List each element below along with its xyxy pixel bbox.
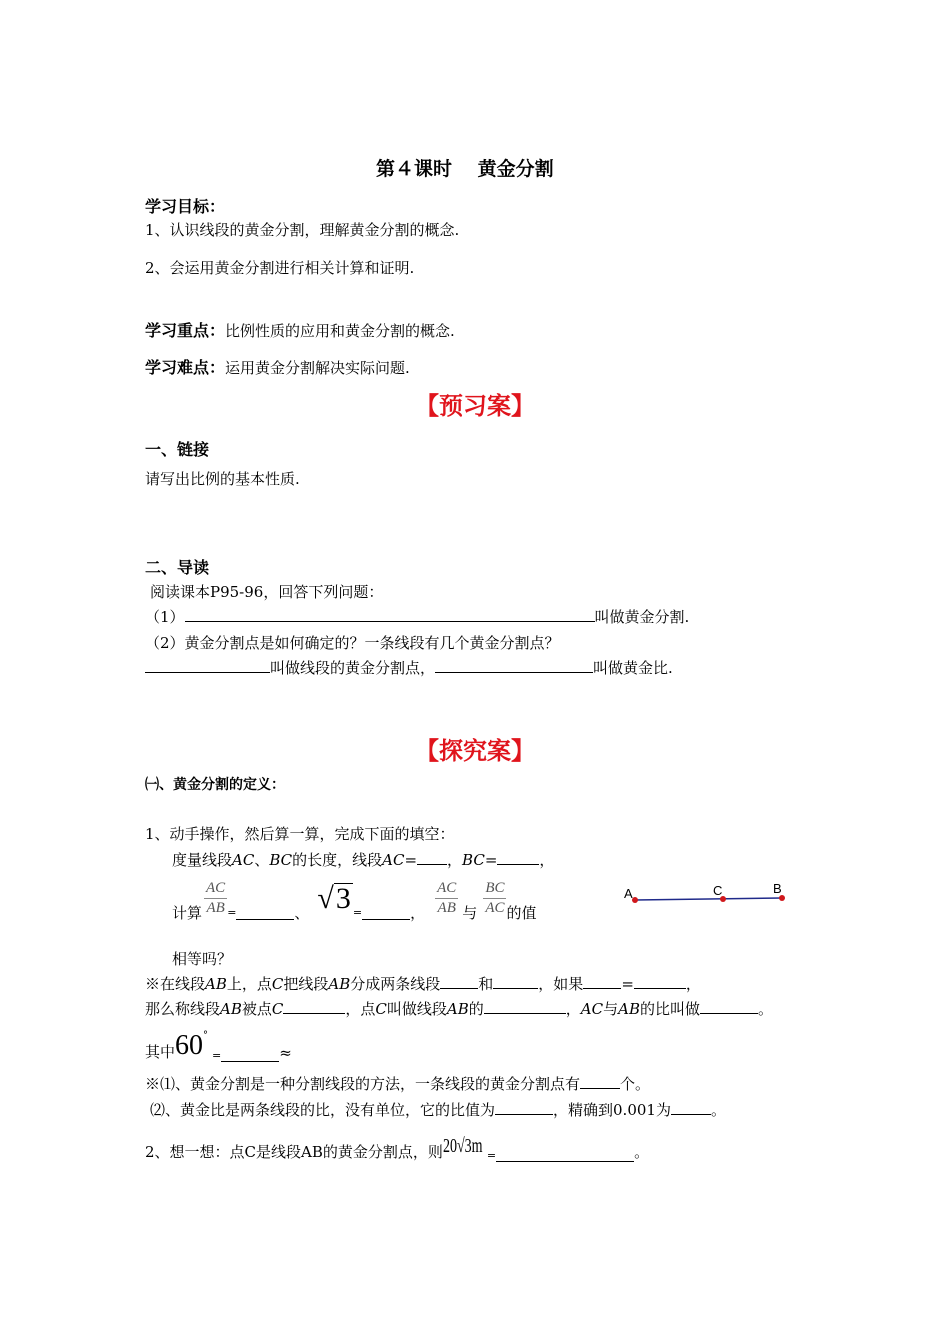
text: 与 xyxy=(462,904,478,922)
guide-intro: 阅读课本P95-96，回答下列问题： xyxy=(150,583,384,601)
difficulty xyxy=(145,355,410,378)
point-a xyxy=(632,897,638,903)
guide-q2-answer xyxy=(145,657,673,678)
text: 割是一种分割线段的方法，一条线段的黄金分割点有 xyxy=(235,1075,581,1093)
answer-blank[interactable] xyxy=(145,658,270,673)
eq: = xyxy=(212,1049,222,1062)
explore-banner: 【探究案】 xyxy=(415,737,535,765)
fraction-ac-ab xyxy=(204,880,227,917)
q2-suffix: 叫做黄金比. xyxy=(593,659,673,677)
answer-blank[interactable] xyxy=(236,905,294,920)
objectives-heading: 学习目标： xyxy=(145,197,226,216)
difficulty-label: 学习难点： xyxy=(145,358,226,377)
answer-blank[interactable] xyxy=(493,974,538,989)
answer-blank[interactable] xyxy=(362,905,410,920)
text: ，点 xyxy=(345,1000,376,1018)
text: 、 xyxy=(254,851,270,869)
answer-blank[interactable] xyxy=(221,1047,279,1062)
preview-banner: 【预习案】 xyxy=(415,392,535,420)
text: ， xyxy=(447,851,463,869)
frac-den: AC xyxy=(485,900,505,916)
calc-label: 计算 xyxy=(172,904,203,922)
key-point-text: 比例性质的应用和黄金分割的概念. xyxy=(225,322,455,340)
objective-item: 2、会运用黄金分割进行相关计算和证明. xyxy=(145,259,415,277)
objective-item: 1、认识线段的黄金分割，理解黄金分割的概念. xyxy=(145,221,460,239)
q1-prefix: （1） xyxy=(145,608,185,626)
text: 和 xyxy=(478,975,494,993)
answer-blank[interactable] xyxy=(497,850,539,865)
frac-den: AB xyxy=(206,900,225,916)
expression: 20√3m xyxy=(442,1135,483,1157)
text: 。 xyxy=(634,1143,650,1161)
page-title: 第４课时 黄金分割 xyxy=(376,158,554,180)
section-link-text: 请写出比例的基本性质. xyxy=(145,470,300,488)
task2-line xyxy=(145,1135,649,1162)
text: 把线段 xyxy=(283,975,329,993)
var-ab: AB xyxy=(618,1000,640,1018)
var-ac: AC xyxy=(580,1000,604,1018)
label-a: A xyxy=(624,886,633,901)
text: 分成两条线段 xyxy=(350,975,441,993)
definition-line2 xyxy=(145,998,773,1019)
frac-num: BC xyxy=(483,880,506,899)
var-bc: BC xyxy=(269,851,293,869)
q1-suffix: 叫做黄金分割. xyxy=(594,608,690,626)
text: ，精确到0.001为 xyxy=(553,1101,671,1119)
text: 个。 xyxy=(620,1075,651,1093)
q2-mid: 叫做线段的黄金分割点， xyxy=(270,659,436,677)
answer-blank[interactable] xyxy=(185,607,595,622)
text: ※在线段 xyxy=(145,975,206,993)
sqrt-value: 3 xyxy=(335,882,351,915)
text: 的比叫做 xyxy=(639,1000,700,1018)
fraction-bc-ac xyxy=(483,880,506,917)
var-ab: AB xyxy=(328,975,351,993)
definition-line1 xyxy=(145,973,701,994)
definition-subheading: ㈠、黄金分割的定义： xyxy=(145,777,285,793)
ac-eq: AC= xyxy=(382,851,418,869)
text: ※⑴、黄金分 xyxy=(145,1075,236,1093)
text: 叫做线段 xyxy=(386,1000,447,1018)
var-c: C xyxy=(271,1000,284,1018)
eq: = xyxy=(486,1149,497,1162)
task1-calc xyxy=(172,874,537,923)
answer-blank[interactable] xyxy=(580,1074,620,1089)
text: 。 xyxy=(710,1101,726,1119)
var-ac: AC xyxy=(232,851,255,869)
frac-num: AC xyxy=(204,880,227,899)
text: 的 xyxy=(468,1000,484,1018)
text: ⑵、黄金比是两条线段的比，没有单位，它的比值为 xyxy=(150,1101,496,1119)
text: 那么称线段 xyxy=(145,1000,221,1018)
fraction-ac-ab xyxy=(435,880,458,917)
section-guide-heading: 二、导读 xyxy=(145,558,210,577)
answer-blank[interactable] xyxy=(583,974,621,989)
answer-blank[interactable] xyxy=(417,850,447,865)
sixty-value: 60 xyxy=(175,1030,204,1061)
task1-line1: 1、动手操作，然后算一算，完成下面的填空： xyxy=(145,825,455,843)
difficulty-text: 运用黄金分割解决实际问题. xyxy=(225,359,410,377)
var-ab: AB xyxy=(446,1000,469,1018)
task1-line2 xyxy=(172,849,554,870)
var-ab: AB xyxy=(205,975,227,993)
label-c: C xyxy=(713,883,723,898)
text: 。 xyxy=(757,1000,773,1018)
segment-ab xyxy=(635,898,782,900)
frac-num: AC xyxy=(435,880,458,899)
text: 与 xyxy=(603,1000,619,1018)
answer-blank[interactable] xyxy=(484,999,566,1014)
guide-q2: （2）黄金分割点是如何确定的？一条线段有几个黄金分割点？ xyxy=(145,634,560,652)
text: ， xyxy=(410,904,426,922)
answer-blank[interactable] xyxy=(495,1100,553,1115)
text: 度量线段 xyxy=(172,851,233,869)
text: 、 xyxy=(294,904,310,922)
frac-den: AB xyxy=(437,900,456,916)
section-link-heading: 一、链接 xyxy=(145,440,210,459)
answer-blank[interactable] xyxy=(283,999,345,1014)
text: 点 xyxy=(256,975,272,993)
text: 其中 xyxy=(145,1043,176,1061)
text: 上， xyxy=(226,975,257,993)
text: ， xyxy=(539,851,555,869)
eq: = xyxy=(621,975,634,993)
answer-blank[interactable] xyxy=(435,658,593,673)
note-line1 xyxy=(145,1073,650,1094)
answer-blank[interactable] xyxy=(440,974,478,989)
text: 的长度，线段 xyxy=(292,851,383,869)
answer-blank[interactable] xyxy=(671,1100,711,1115)
text: ， xyxy=(685,975,701,993)
equal-question: 相等吗？ xyxy=(172,950,233,968)
var-c: C xyxy=(375,1000,387,1018)
text: 2、想一想：点C是线段AB的黄金分割点，则 xyxy=(145,1143,443,1161)
var-ab: AB xyxy=(220,1000,242,1018)
segment-diagram xyxy=(615,878,795,910)
answer-blank[interactable] xyxy=(700,999,758,1014)
answer-blank[interactable] xyxy=(496,1147,634,1162)
radical-sign: √ xyxy=(317,882,334,915)
note-line2 xyxy=(150,1099,726,1120)
sixty-line xyxy=(145,1030,292,1062)
var-c: C xyxy=(271,975,284,993)
sqrt-3 xyxy=(317,883,352,914)
eq: = xyxy=(352,906,363,919)
text: ， xyxy=(565,1000,581,1018)
label-b: B xyxy=(773,881,782,896)
degree-sign: ° xyxy=(203,1030,209,1041)
bc-eq: BC= xyxy=(462,851,498,869)
eq: = xyxy=(227,906,237,919)
guide-q1 xyxy=(145,606,689,627)
key-point-label: 学习重点： xyxy=(145,321,226,340)
key-point xyxy=(145,318,455,341)
answer-blank[interactable] xyxy=(634,974,686,989)
text: 被点 xyxy=(241,1000,272,1018)
approx-sign: ≈ xyxy=(279,1044,292,1062)
text: 的值 xyxy=(506,904,537,922)
text: ，如果 xyxy=(538,975,584,993)
